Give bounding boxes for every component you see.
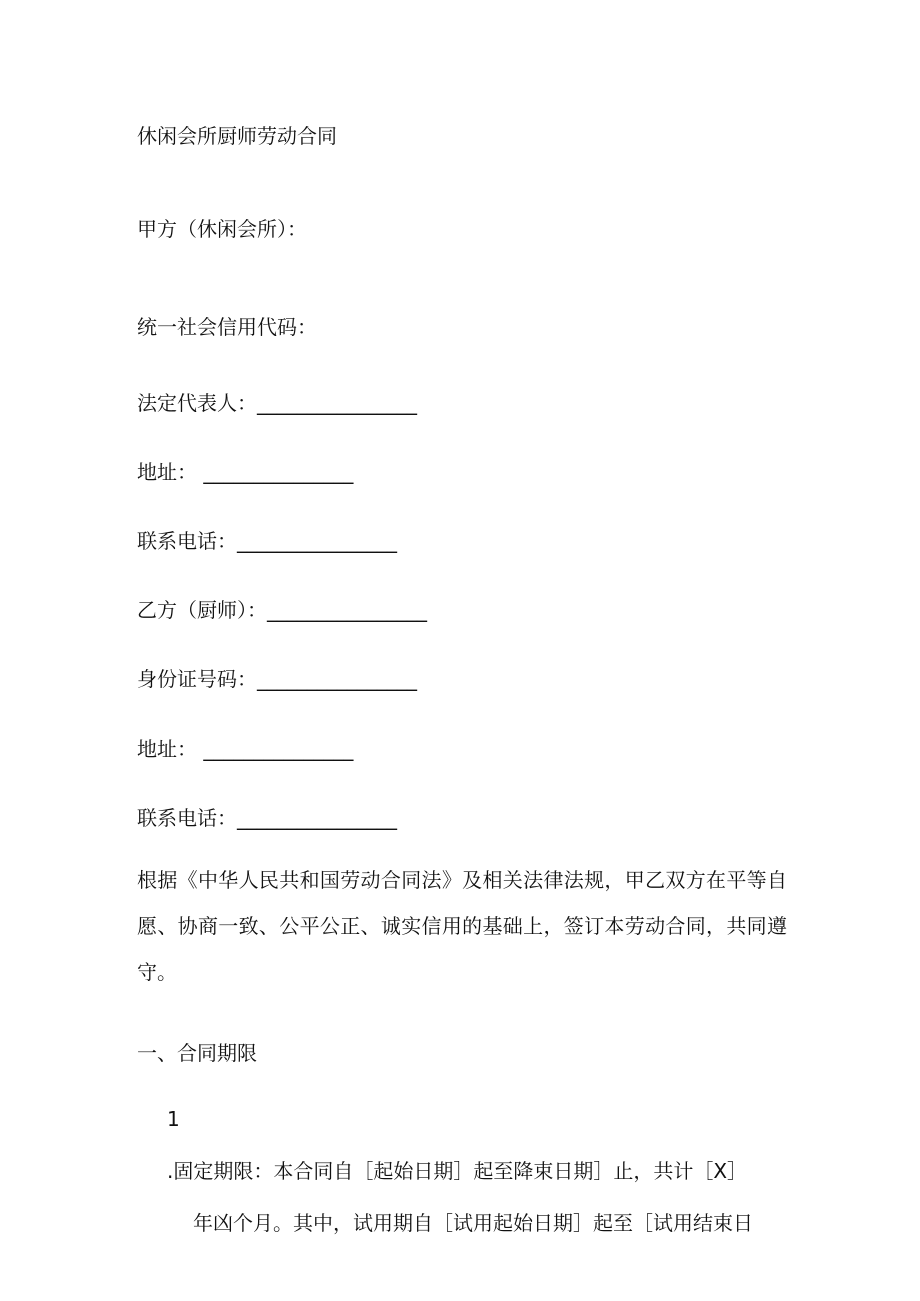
party-a-legal-rep: 法定代表人：________________ [137, 391, 417, 415]
preamble-paragraph: 根据《中华人民共和国劳动合同法》及相关法律法规，甲乙双方在平等自愿、协商一致、公平公正、诚实信用的基础上，签订本劳动合同，共同遵守。 [137, 868, 787, 984]
party-a-address: 地址： _______________ [137, 460, 354, 484]
party-b-id-number: 身份证号码：________________ [137, 667, 417, 691]
list-item-line-1: .固定期限：本合同自［起始日期］起至降束日期］止，共计［X］ [167, 1159, 748, 1183]
document-title: 休闲会所厨师劳动合同 [137, 124, 337, 148]
party-b-phone: 联系电话：________________ [137, 806, 397, 830]
party-a-phone: 联系电话：________________ [137, 529, 397, 553]
list-item-line-2: 年凶个月。其中，试用期自［试用起始日期］起至［试用结束日 [193, 1211, 753, 1235]
party-a-credit-code: 统一社会信用代码： [137, 315, 317, 339]
party-b-label: 乙方（厨师）：________________ [137, 598, 427, 622]
party-a-label: 甲方（休闲会所）： [137, 217, 307, 241]
party-b-address: 地址： _______________ [137, 737, 354, 761]
section-heading-contract-term: 一、合同期限 [137, 1041, 257, 1065]
list-item-number: 1 [167, 1107, 180, 1131]
list-item [167, 1093, 767, 1249]
